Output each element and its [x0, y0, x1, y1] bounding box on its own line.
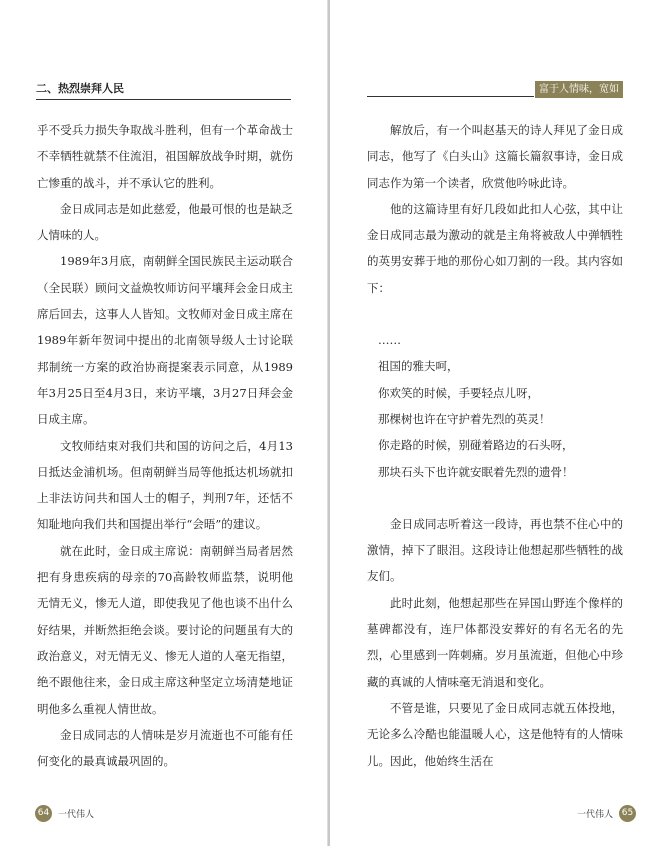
- page-number-badge: 64: [35, 805, 52, 822]
- header-rule: [367, 96, 534, 97]
- left-footer: [35, 803, 94, 823]
- poem-line: 那棵树也许在守护着先烈的英灵！: [378, 411, 551, 426]
- right-page: [330, 0, 658, 846]
- paragraph: 1989年3月底，南朝鲜全国民族民主运动联合（全民联）顾问文益焕牧师访问平壤拜会金日成主席后回去，这事人人皆知。文牧师对金日成主席在1989年新年贺词中提出的北南领导级人士讨论联邦制统一方案的政治协商提案表示同意，从1989年3月25日至4月3日，来访平壤，3月27日拜会金日成主席。: [37, 254, 293, 427]
- paragraph: 乎不受兵力损失争取战斗胜利，但有一个革命战士不幸牺牲就禁不住流泪，祖国解放战争时期，就伤亡惨重的战斗，并不承认它的胜利。: [37, 123, 293, 190]
- poem-line: 你走路的时候，别碰着路边的石头呀，: [378, 438, 574, 453]
- poem-line: 你欢笑的时候，手要轻点儿呀，: [378, 385, 539, 400]
- paragraph: 他的这篇诗里有好几段如此扣人心弦，其中让金日成同志最为激动的就是主角将被敌人中弹牺牲的英男安葬于地的那份心如刀割的一段。其内容如下：: [367, 201, 623, 295]
- paragraph: 金日成同志听着这一段诗，再也禁不住心中的激情，掉下了眼泪。这段诗让他想起那些牺牲的战友们。: [367, 516, 623, 584]
- paragraph: 金日成同志的人情味是岁月流逝也不可能有任何变化的最真诚最巩固的。: [37, 727, 293, 769]
- footer-book-title: 一代伟人: [577, 809, 614, 820]
- paragraph: 此时此刻，他想起那些在异国山野连个像样的墓碑都没有，连尸体都没安葬好的有名无名的先烈，心里感到一阵刺痛。岁月虽流逝，但他心中珍藏的真诚的人情味毫无消退和变化。: [367, 595, 623, 689]
- right-footer: [577, 803, 636, 823]
- poem-excerpt: [367, 327, 623, 485]
- paragraph: 金日成同志是如此慈爱，他最可恨的也是缺乏人情味的人。: [37, 201, 293, 243]
- page-number-badge: 65: [619, 805, 636, 822]
- paragraph: 就在此时，金日成主席说：南朝鲜当局者居然把有身患疾病的母亲的70高龄牧师监禁，说明他无情无义，惨无人道，即使我见了他也谈不出什么好结果，并断然拒绝会谈。要讨论的问题虽有大的政治意义，对无情无义、惨无人道的人毫无指望，绝不跟他往来，金日成主席这种坚定立场清楚地证明他多么重视人情世故。: [37, 543, 293, 716]
- chapter-header: 二、热烈崇拜人民: [36, 80, 291, 100]
- left-page: [0, 0, 328, 846]
- poem-ellipsis: ……: [378, 333, 401, 348]
- right-body-text: [367, 117, 623, 774]
- poem-line: 祖国的雅夫呵，: [378, 359, 459, 374]
- left-body-text: [37, 117, 293, 774]
- poem-line: 那块石头下也许就安眠着先烈的遗骨！: [378, 464, 574, 479]
- paragraph: 不管是谁，只要见了金日成同志就五体投地，无论多么冷酷也能温暖人心，这是他特有的人情味儿。因此，他始终生活在: [367, 700, 623, 768]
- section-header-tag: 富于人情味，宽如大海: [535, 81, 623, 98]
- paragraph: 文牧师结束对我们共和国的访问之后，4月13日抵达金浦机场。但南朝鲜当局等他抵达机场就扣上非法访问共和国人士的帽子，判刑7年，还恬不知耻地向我们共和国提出举行“会晤”的建议。: [37, 438, 293, 532]
- footer-book-title: 一代伟人: [58, 809, 95, 820]
- paragraph: 解放后，有一个叫赵基天的诗人拜见了金日成同志，他写了《白头山》这篇长篇叙事诗，金日成同志作为第一个读者，欣赏他吟咏此诗。: [367, 123, 623, 190]
